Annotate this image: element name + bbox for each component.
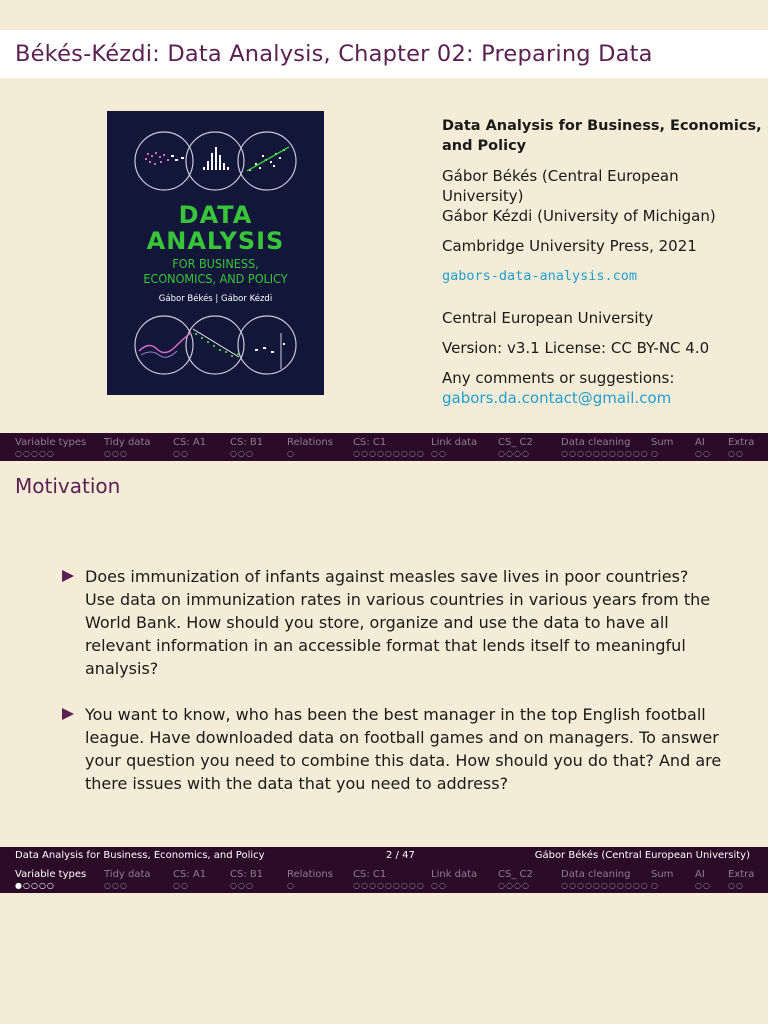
- list-item: [62, 703, 722, 795]
- cover-circle: [238, 316, 296, 374]
- nav-extra[interactable]: Extra ○○: [728, 437, 755, 458]
- website-link[interactable]: gabors-data-analysis.com: [442, 268, 638, 284]
- cover-title-line-2: ANALYSIS: [146, 227, 285, 255]
- institution: Central European University: [442, 309, 654, 327]
- nav-ai[interactable]: AI ○○: [695, 437, 711, 458]
- comments-label: Any comments or suggestions:: [442, 369, 675, 387]
- version-license: Version: v3.1 License: CC BY-NC 4.0: [442, 339, 710, 357]
- cover-subtitle-line-1: FOR BUSINESS,: [172, 256, 259, 271]
- bullet-list: [62, 565, 722, 818]
- nav-data-cleaning[interactable]: Data cleaning ○○○○○○○○○○○: [561, 869, 649, 890]
- bullet-text: You want to know, who has been the best manager in the top English football league. Have downloaded data on football games and on managers. To answer your question you need to combine this data. How should you do that? And are there issues with the data that you need to address?: [85, 705, 722, 793]
- nav-variable-types[interactable]: Variable types ●○○○○: [15, 869, 87, 890]
- bullet-text: Does immunization of infants against measles save lives in poor countries? Use data on immunization rates in various countries in various years from the World Bank. How should you store, organize and use the data to have all relevant information in an accessible format that lends itself to meaningful analysis?: [85, 567, 711, 678]
- nav-link-data[interactable]: Link data ○○: [431, 869, 478, 890]
- frame-title: Motivation: [15, 474, 121, 498]
- cover-circle: [135, 316, 193, 374]
- nav-sum[interactable]: Sum ○: [651, 869, 674, 890]
- nav-tidy-data[interactable]: Tidy data ○○○: [104, 437, 151, 458]
- publisher: Cambridge University Press, 2021: [442, 237, 697, 255]
- nav-cs-c2[interactable]: CS_ C2 ○○○○: [498, 437, 533, 458]
- footer-bar: [0, 847, 768, 865]
- nav-cs-c1[interactable]: CS: C1 ○○○○○○○○○: [353, 869, 425, 890]
- nav-cs-b1[interactable]: CS: B1 ○○○: [230, 437, 264, 458]
- nav-link-data[interactable]: Link data ○○: [431, 437, 478, 458]
- nav-relations[interactable]: Relations ○: [287, 437, 333, 458]
- nav-cs-c2[interactable]: CS_ C2 ○○○○: [498, 869, 533, 890]
- nav-cs-a1[interactable]: CS: A1 ○○: [173, 869, 207, 890]
- nav-tidy-data[interactable]: Tidy data ○○○: [104, 869, 151, 890]
- book-info: [442, 116, 762, 408]
- cover-authors: Gábor Békés | Gábor Kézdi: [158, 294, 273, 304]
- cover-title-line-1: DATA: [178, 201, 253, 229]
- nav-cs-c1[interactable]: CS: C1 ○○○○○○○○○: [353, 437, 425, 458]
- nav-ai[interactable]: AI ○○: [695, 869, 711, 890]
- nav-relations[interactable]: Relations ○: [287, 869, 333, 890]
- bullet-triangle-icon: [62, 708, 74, 720]
- book-title-line-2: and Policy: [442, 138, 527, 154]
- bullet-triangle-icon: [62, 570, 74, 582]
- author-2: Gábor Kézdi (University of Michigan): [442, 207, 716, 225]
- nav-cs-a1[interactable]: CS: A1 ○○: [173, 437, 207, 458]
- slide-title-bar: [0, 30, 768, 78]
- footer-author: Gábor Békés (Central European University): [534, 850, 750, 861]
- footer-book-title: Data Analysis for Business, Economics, and Policy: [15, 850, 265, 861]
- book-title-line-1: Data Analysis for Business, Economics,: [442, 118, 762, 134]
- page-number: 2 / 47: [386, 850, 415, 861]
- cover-subtitle: [107, 256, 324, 286]
- author-1: Gábor Békés (Central European University): [442, 167, 679, 205]
- cover-circle: [135, 132, 193, 190]
- section-navbar-bottom: [0, 865, 768, 893]
- nav-sum[interactable]: Sum ○: [651, 437, 674, 458]
- slide-title: Békés-Kézdi: Data Analysis, Chapter 02: Preparing Data: [15, 41, 653, 67]
- list-item: [62, 565, 722, 680]
- nav-data-cleaning[interactable]: Data cleaning ○○○○○○○○○○○: [561, 437, 649, 458]
- nav-variable-types[interactable]: Variable types ○○○○○: [15, 437, 87, 458]
- section-navbar-top: [0, 433, 768, 461]
- nav-extra[interactable]: Extra ○○: [728, 869, 755, 890]
- cover-subtitle-line-2: ECONOMICS, AND POLICY: [143, 271, 288, 286]
- book-cover: [107, 111, 324, 395]
- nav-cs-b1[interactable]: CS: B1 ○○○: [230, 869, 264, 890]
- email-link[interactable]: gabors.da.contact@gmail.com: [442, 389, 672, 407]
